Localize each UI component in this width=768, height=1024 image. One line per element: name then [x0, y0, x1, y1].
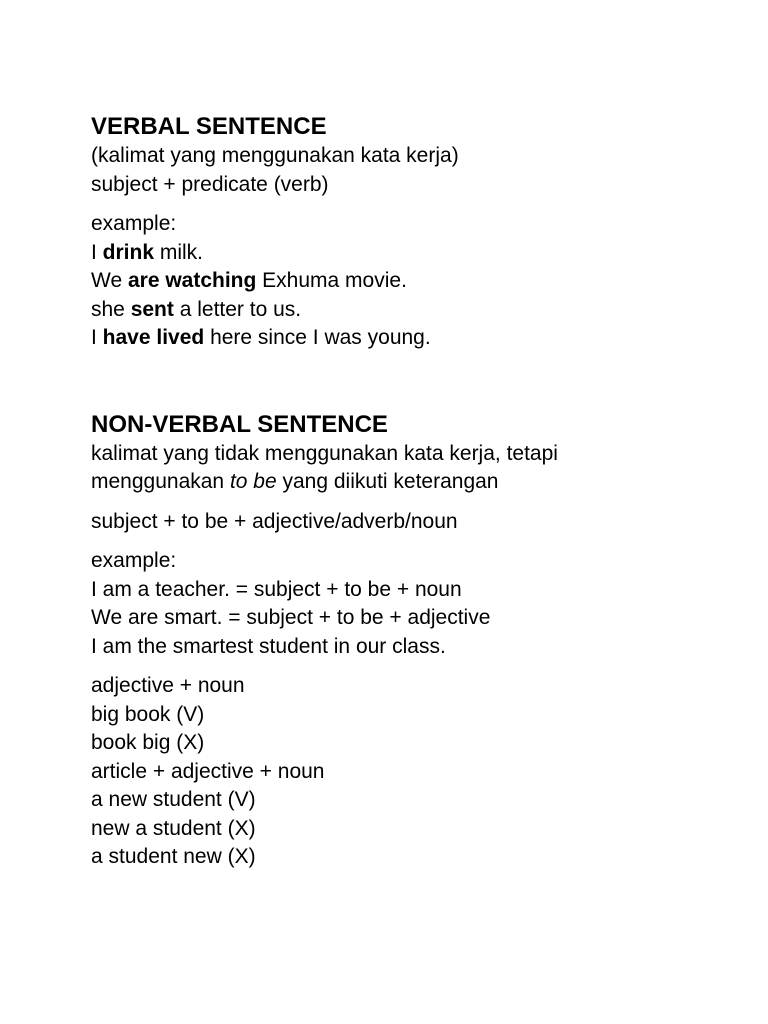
document-page: [91, 112, 731, 872]
nonverbal-section: [91, 410, 731, 872]
verbal-example-line: We are watching Exhuma movie.: [91, 269, 407, 292]
verbal-heading: VERBAL SENTENCE: [91, 113, 327, 140]
verb-highlight: have lived: [102, 326, 205, 349]
verb-highlight: drink: [102, 240, 155, 264]
nonverbal-formula: subject + to be + adjective/adverb/noun: [91, 509, 458, 533]
nonverbal-description: kalimat yang tidak menggunakan kata kerja, tetapi: [91, 441, 558, 465]
nonverbal-example-line: We are smart. = subject + to be + adjective: [91, 606, 491, 629]
verbal-example-line: I drink milk.: [91, 240, 204, 264]
rule-line: article + adjective + noun: [91, 759, 325, 783]
rule-line: book big (X): [91, 731, 205, 754]
nonverbal-example-line: I am the smartest student in our class.: [91, 634, 446, 658]
verbal-example-label: example:: [91, 212, 177, 235]
rule-line: big book (V): [91, 702, 205, 726]
nonverbal-description: menggunakan to be yang diikuti keterangan: [91, 470, 499, 493]
verbal-section: [91, 112, 731, 353]
verbal-formula: subject + predicate (verb): [91, 172, 329, 196]
verbal-example-line: I have lived here since I was young.: [91, 326, 431, 349]
nonverbal-heading: NON-VERBAL SENTENCE: [91, 410, 388, 438]
verbal-description: (kalimat yang menggunakan kata kerja): [91, 144, 459, 167]
verb-highlight: sent: [130, 297, 174, 321]
nonverbal-example-line: I am a teacher. = subject + to be + noun: [91, 577, 462, 601]
rule-line: adjective + noun: [91, 674, 245, 697]
to-be-italic: to be: [229, 470, 277, 493]
rule-line: new a student (X): [91, 816, 256, 840]
nonverbal-example-label: example:: [91, 549, 177, 572]
verbal-example-line: she sent a letter to us.: [91, 297, 302, 321]
rule-line: a new student (V): [91, 788, 256, 811]
rule-line: a student new (X): [91, 845, 256, 868]
verb-highlight: are watching: [127, 269, 257, 292]
